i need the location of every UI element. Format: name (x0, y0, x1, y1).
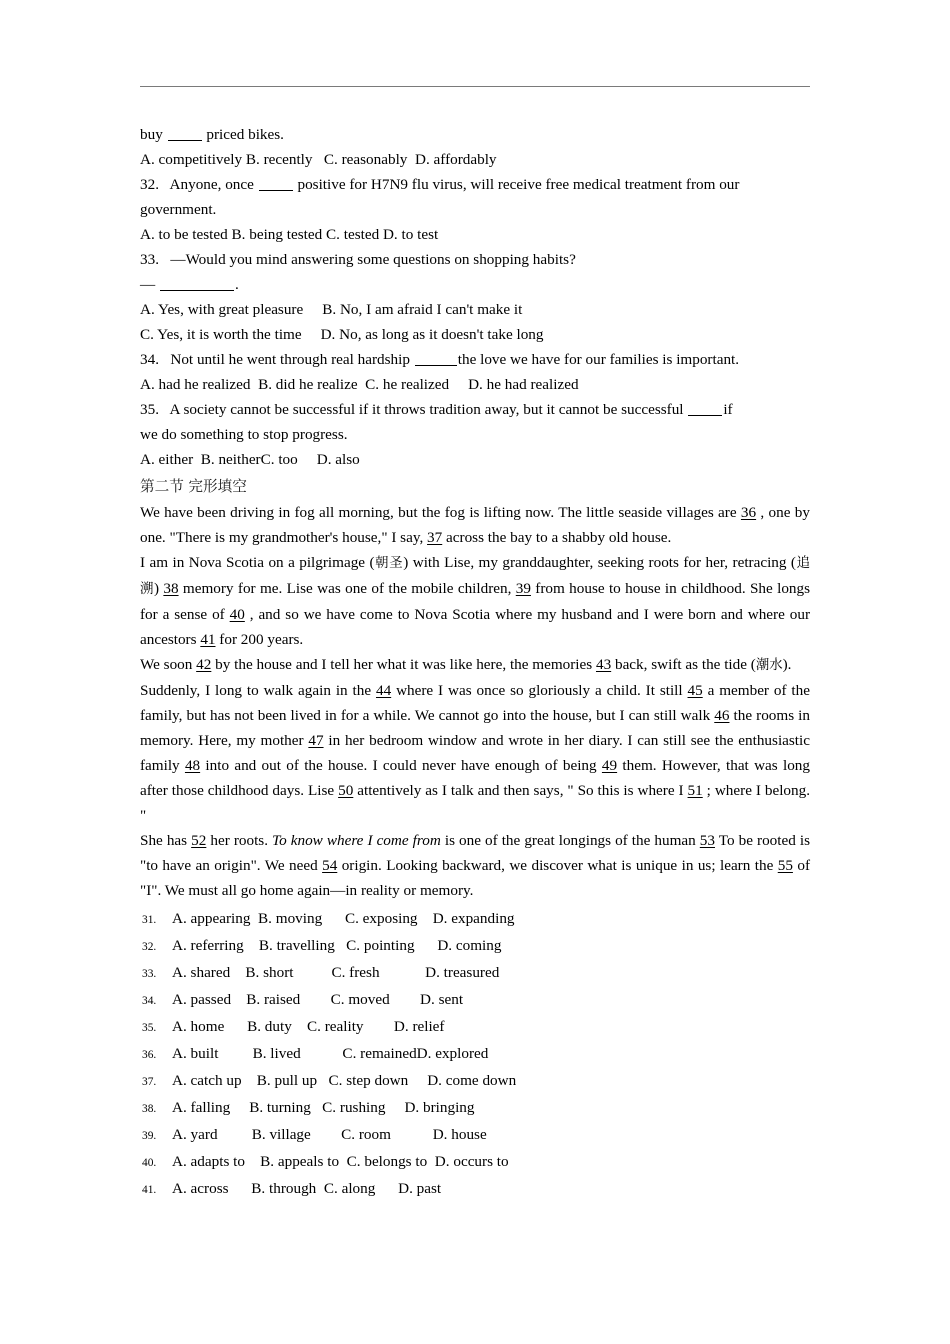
blank-number-55: 55 (777, 857, 793, 874)
answer-option-row[interactable] (140, 1122, 810, 1149)
p5-text-2: her roots. (206, 832, 273, 849)
q33-options-ab: A. Yes, with great pleasure B. No, I am afraid I can't make it (140, 301, 523, 318)
blank-number-40: 40 (229, 606, 245, 623)
blank-number-46: 46 (714, 707, 730, 724)
q31-stem-continuation (140, 122, 810, 147)
passage-paragraph-1 (140, 500, 810, 550)
p4-text-7: them. However, that was long after those childhood days. Lise (140, 757, 810, 799)
p1-text-1: We have been driving in fog all morning, but the fog is lifting now. The little seaside villages are (140, 504, 741, 521)
answer-row-number: 41. (142, 1184, 157, 1196)
answer-row-choices[interactable]: A. referring B. travelling C. pointing D. coming (172, 937, 502, 954)
answer-row-choices[interactable]: A. shared B. short C. fresh D. treasured (172, 964, 500, 981)
q35-stem-line1: 35. A society cannot be successful if it throws tradition away, but it cannot be successful if (140, 401, 733, 418)
p4-text-5: in her bedroom window and wrote in her diary. I can still see the enthusiastic family (140, 732, 810, 774)
q33-stem: 33. —Would you mind answering some questions on shopping habits? (140, 251, 576, 268)
answer-row-number: 39. (142, 1130, 157, 1142)
answer-option-row[interactable] (140, 1014, 810, 1041)
answer-row-number: 36. (142, 1049, 157, 1061)
answer-row-choices[interactable]: A. home B. duty C. reality D. relief (172, 1018, 445, 1035)
p2-text-3: ) (153, 580, 164, 597)
blank-number-39: 39 (515, 580, 531, 597)
answer-row-choices[interactable]: A. across B. through C. along D. past (172, 1180, 442, 1197)
answer-blank (688, 415, 722, 416)
answer-row-choices[interactable]: A. falling B. turning C. rushing D. bringing (172, 1099, 475, 1116)
p4-text-2: where I was once so gloriously a child. It still (391, 682, 688, 699)
answer-option-row[interactable] (140, 1041, 810, 1068)
blank-number-38: 38 (163, 580, 179, 597)
blank-number-54: 54 (322, 857, 338, 874)
p4-text-6: into and out of the house. I could never have enough of being (200, 757, 602, 774)
blank-number-52: 52 (191, 832, 207, 849)
p2-text-2: ) with Lise, my granddaughter, seeking roots for her, retracing ( (403, 554, 796, 571)
blank-number-37: 37 (427, 529, 443, 546)
p2-text-5: from house to house in childhood. She longs for a sense of (140, 580, 811, 623)
blank-number-36: 36 (740, 504, 757, 521)
gloss-chaosheng: 朝圣 (374, 556, 404, 571)
blank-number-50: 50 (338, 782, 354, 799)
answer-blank (160, 290, 234, 291)
header-horizontal-rule (140, 86, 810, 87)
p5-italic-phrase: To know where I come from (272, 832, 441, 849)
answer-option-row[interactable] (140, 1149, 810, 1176)
q34-options: A. had he realized B. did he realize C. he realized D. he had realized (140, 376, 579, 393)
passage-paragraph-2 (140, 550, 810, 652)
blank-number-47: 47 (308, 732, 324, 749)
blank-number-41: 41 (200, 631, 216, 648)
blank-number-45: 45 (687, 682, 703, 699)
answer-option-row[interactable] (140, 987, 810, 1014)
p3-text-1: We soon (140, 656, 197, 673)
blank-number-48: 48 (184, 757, 201, 774)
answer-option-row[interactable] (140, 1095, 810, 1122)
q32-stem-line2: government. (140, 201, 217, 218)
q34-stem: 34. Not until he went through real hardship the love we have for our families is important. (140, 351, 740, 368)
blank-number-42: 42 (196, 656, 212, 673)
blank-number-43: 43 (595, 656, 612, 673)
cloze-passage (140, 500, 810, 903)
p2-text-7: for 200 years. (215, 631, 304, 648)
q31-stem-text: buy priced bikes. (140, 126, 284, 143)
q32-stem-line1: 32. Anyone, once positive for H7N9 flu virus, will receive free medical treatment from our (140, 176, 740, 193)
section-heading-cloze: 第二节 完形填空 (140, 478, 247, 495)
page-body (140, 122, 810, 1203)
passage-paragraph-3 (140, 652, 810, 678)
q31-options: A. competitively B. recently C. reasonably D. affordably (140, 151, 497, 168)
answer-row-number: 38. (142, 1103, 157, 1115)
p4-text-3: a member of the family, but has not been lived in for a while. We cannot go into the house, but I can still walk (140, 682, 810, 724)
gloss-chaoshui: 潮水 (755, 658, 783, 673)
q33-options-cd: C. Yes, it is worth the time D. No, as long as it doesn't take long (140, 326, 544, 343)
p5-text-4: To be rooted is "to have an origin". We need (140, 832, 810, 874)
p4-text-8: attentively as I talk and then says, " So this is where I (353, 782, 688, 799)
p4-text-4: the rooms in memory. Here, my mother (140, 707, 810, 749)
p3-text-3: back, swift as the tide ( (611, 656, 756, 673)
p4-text-9: ; where I belong. " (140, 782, 811, 824)
blank-number-53: 53 (699, 832, 715, 849)
p1-text-2: , one by one. "There is my grandmother's house," I say, (140, 504, 810, 546)
mcq-block (140, 122, 810, 472)
blank-number-44: 44 (375, 682, 392, 699)
p3-text-4: ). (782, 656, 792, 673)
blank-number-51: 51 (687, 782, 703, 799)
blank-number-49: 49 (601, 757, 618, 774)
p1-text-3: across the bay to a shabby old house. (442, 529, 672, 546)
answer-row-choices[interactable]: A. passed B. raised C. moved D. sent (172, 991, 464, 1008)
answer-option-row[interactable] (140, 1176, 810, 1203)
q32-options: A. to be tested B. being tested C. tested D. to test (140, 226, 439, 243)
p2-text-4: memory for me. Lise was one of the mobile children, (178, 580, 516, 597)
answer-option-row[interactable] (140, 1068, 810, 1095)
q33-answer-blank-line: — . (140, 276, 239, 293)
p5-text-6: of "I". We must all go home again—in reality or memory. (140, 857, 810, 899)
passage-paragraph-4 (140, 678, 810, 828)
answer-option-row[interactable] (140, 960, 810, 987)
answer-options-list (140, 906, 810, 1203)
answer-option-row[interactable] (140, 906, 810, 933)
answer-row-number: 31. (142, 914, 157, 926)
answer-row-number: 34. (142, 995, 157, 1007)
answer-row-choices[interactable]: A. catch up B. pull up C. step down D. come down (172, 1072, 517, 1089)
answer-option-row[interactable] (140, 933, 810, 960)
answer-blank (259, 190, 293, 191)
passage-paragraph-5 (140, 828, 810, 903)
answer-row-choices[interactable]: A. yard B. village C. room D. house (172, 1126, 487, 1143)
p2-text-6: , and so we have come to Nova Scotia where my husband and I were born and where our ancestors (140, 606, 811, 648)
answer-row-number: 35. (142, 1022, 157, 1034)
q35-stem-line2: we do something to stop progress. (140, 426, 348, 443)
answer-row-choices[interactable]: A. built B. lived C. remainedD. explored (172, 1045, 489, 1062)
gloss-zhuisu: 追溯 (140, 556, 811, 597)
p3-text-2: by the house and I tell her what it was like here, the memories (211, 656, 596, 673)
answer-row-number: 40. (142, 1157, 157, 1169)
p5-text-3: is one of the great longings of the human (440, 832, 700, 849)
answer-row-choices[interactable]: A. adapts to B. appeals to C. belongs to D. occurs to (172, 1153, 509, 1170)
answer-row-number: 32. (142, 941, 157, 953)
p4-text-1: Suddenly, I long to walk again in the (140, 682, 376, 699)
answer-blank (415, 365, 457, 366)
q35-options: A. either B. neitherC. too D. also (140, 451, 360, 468)
answer-row-choices[interactable]: A. appearing B. moving C. exposing D. expanding (172, 910, 515, 927)
answer-blank (168, 140, 202, 141)
p2-text-1: I am in Nova Scotia on a pilgrimage ( (140, 554, 375, 571)
answer-row-number: 33. (142, 968, 157, 980)
answer-row-number: 37. (142, 1076, 157, 1088)
p5-text-5: origin. Looking backward, we discover what is unique in us; learn the (337, 857, 778, 874)
p5-text-1: She has (140, 832, 192, 849)
